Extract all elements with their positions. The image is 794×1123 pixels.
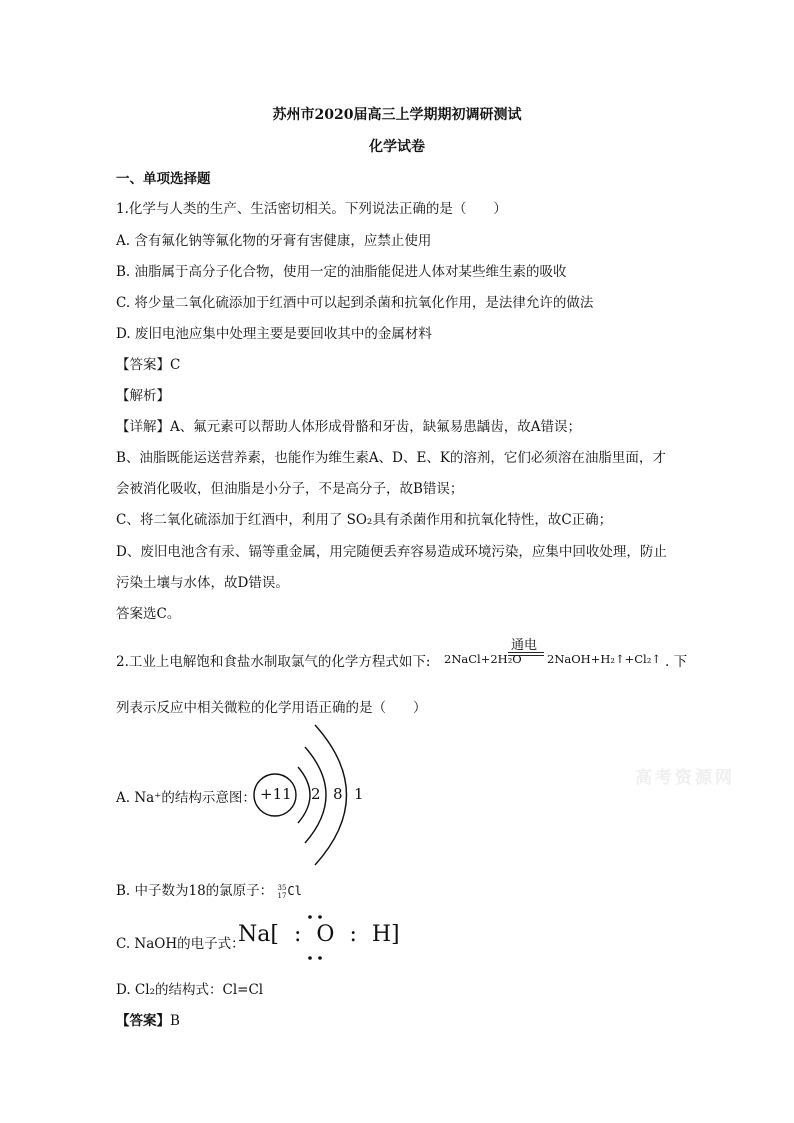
option-b-label: B. 中子数为18的氯原子： — [116, 883, 274, 899]
q2-stem-continued: 列表示反应中相关微粒的化学用语正确的是（ ） — [116, 700, 427, 716]
oxygen-symbol: O — [316, 922, 335, 947]
q1-conclusion: 答案选C。 — [116, 606, 181, 622]
q1-analysis-line: 会被消化吸收，但油脂是小分子，不是高分子，故B错误； — [116, 481, 464, 497]
nuclide-numbers — [277, 884, 286, 900]
mass-number: 35 — [277, 883, 287, 892]
page-subtitle: 化学试卷 — [369, 139, 425, 155]
q1-option-c: C. 将少量二氧化硫添加于红酒中可以起到杀菌和抗氧化作用，是法律允许的做法 — [116, 295, 594, 311]
q2-option-a: A. Na⁺的结构示意图： — [116, 790, 256, 806]
q1-option-d: D. 废旧电池应集中处理主要是要回收其中的金属材料 — [116, 326, 432, 342]
q2-option-d: D. Cl₂的结构式：Cl=Cl — [116, 982, 264, 998]
page-title: 苏州市2020届高三上学期期初调研测试 — [272, 107, 522, 123]
equation-tail: . 下 — [665, 654, 688, 670]
bracket-open: [ — [270, 922, 279, 947]
reaction-condition: 通电 — [511, 638, 538, 653]
element-symbol: Cl — [287, 884, 302, 898]
electron-pair-left: : — [293, 922, 302, 947]
shell-electrons: 2 — [311, 785, 321, 803]
sodium-symbol: Na — [238, 922, 271, 947]
q1-answer — [116, 353, 180, 373]
q1-analysis-line: C、将二氧化硫添加于红酒中，利用了 SO₂具有杀菌作用和抗氧化特性，故C正确； — [116, 512, 613, 528]
q1-option-a: A. 含有氟化钠等氟化物的牙膏有害健康，应禁止使用 — [116, 233, 432, 249]
hydrogen-symbol: H — [371, 922, 392, 947]
watermark: 高考资源网 — [635, 768, 735, 788]
answer-label: 【答案】 — [116, 357, 170, 373]
q2-answer — [116, 1009, 180, 1029]
q2-option-c: C. NaOH的电子式： — [116, 936, 245, 952]
shell-electrons: 1 — [354, 785, 364, 803]
q2-option-b — [116, 879, 302, 900]
answer-value: C — [170, 357, 181, 373]
shell-electrons: 8 — [333, 785, 343, 803]
answer-value: B — [170, 1013, 180, 1029]
nucleus-charge: +11 — [260, 785, 292, 803]
q1-analysis-line: D、废旧电池含有汞、镉等重金属，用完随便丢弃容易造成环境污染，应集中回收处理，防止 — [116, 544, 667, 560]
electron-shell-arc — [298, 767, 310, 823]
reaction-arrow — [508, 652, 544, 656]
q1-analysis-line: 污染土壤与水体，故D错误。 — [116, 575, 289, 591]
q1-option-b: B. 油脂属于高分子化合物，使用一定的油脂能促进人体对某些维生素的吸收 — [116, 264, 567, 280]
equation-left: 2NaCl+2H₂O — [444, 652, 522, 666]
q1-analysis-label: 【解析】 — [116, 388, 170, 404]
bracket-close: ] — [391, 922, 400, 947]
q2-stem: 2.工业上电解饱和食盐水制取氯气的化学方程式如下: — [116, 654, 431, 670]
section-heading: 一、单项选择题 — [116, 171, 211, 187]
q1-analysis-line: 【详解】A、氟元素可以帮助人体形成骨骼和牙齿，缺氟易患龋齿，故A错误； — [116, 419, 581, 435]
equation-right: 2NaOH+H₂↑+Cl₂↑ — [547, 652, 661, 666]
atomic-number: 17 — [277, 891, 287, 900]
answer-label: 【答案】 — [116, 1013, 170, 1029]
q1-stem: 1.化学与人类的生产、生活密切相关。下列说法正确的是（ ） — [116, 201, 507, 217]
q1-analysis-line: B、油脂既能运送营养素，也能作为维生素A、D、E、K的溶剂，它们必须溶在油脂里面，才 — [116, 450, 666, 466]
lone-pair-dots — [300, 913, 330, 963]
electron-pair-right: : — [349, 922, 357, 947]
